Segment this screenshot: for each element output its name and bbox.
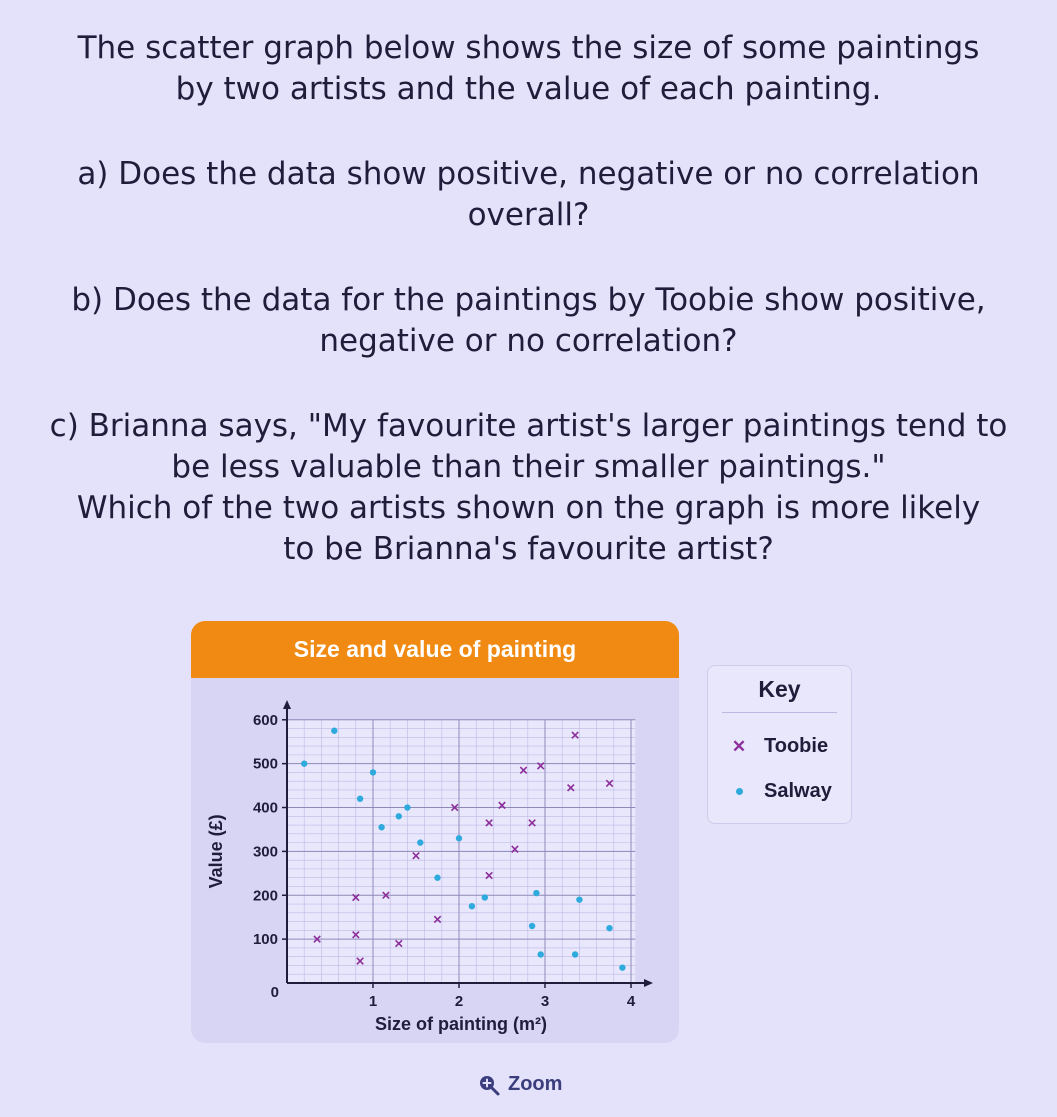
scatter-chart-card <box>191 621 679 1043</box>
salway-point <box>572 951 578 957</box>
question-c <box>0 406 1057 570</box>
salway-point <box>529 923 535 929</box>
question-intro <box>0 28 1057 110</box>
salway-point <box>576 896 582 902</box>
salway-point <box>417 839 423 845</box>
salway-point <box>606 925 612 931</box>
dot-marker-icon <box>736 788 743 795</box>
y-tick-label: 400 <box>252 799 278 817</box>
y-tick-label: 200 <box>252 887 278 905</box>
intro-line: The scatter graph below shows the size of some paintings <box>77 30 980 66</box>
x-tick-label: 1 <box>368 993 378 1010</box>
x-tick-label: 3 <box>540 993 550 1010</box>
chart-key <box>707 665 852 824</box>
origin-label: 0 <box>270 984 279 1001</box>
key-item-toobie <box>730 735 828 758</box>
y-axis-arrow <box>283 700 291 709</box>
salway-point <box>396 813 402 819</box>
key-item-salway <box>730 780 832 803</box>
question-b-line: b) Does the data for the paintings by Toobie show positive, <box>71 282 986 318</box>
zoom-in-icon <box>478 1074 500 1096</box>
x-axis-arrow <box>644 979 653 987</box>
question-c-line: be less valuable than their smaller paintings." <box>171 449 886 485</box>
scatter-chart <box>191 678 679 1043</box>
salway-point <box>378 824 384 830</box>
salway-point <box>434 875 440 881</box>
question-c-line: c) Brianna says, "My favourite artist's larger paintings tend to <box>49 408 1008 444</box>
salway-point <box>456 835 462 841</box>
zoom-button[interactable] <box>478 1073 562 1096</box>
y-tick-label: 100 <box>252 931 278 949</box>
salway-point <box>469 903 475 909</box>
salway-point <box>357 796 363 802</box>
y-tick-label: 300 <box>252 843 278 861</box>
x-tick-label: 2 <box>454 993 464 1010</box>
salway-point <box>331 728 337 734</box>
y-tick-label: 600 <box>252 711 278 729</box>
question-a-line: overall? <box>467 197 590 233</box>
question-a <box>0 154 1057 236</box>
salway-point <box>404 804 410 810</box>
question-b-line: negative or no correlation? <box>319 323 738 359</box>
y-tick-label: 500 <box>252 755 278 773</box>
salway-point <box>538 951 544 957</box>
salway-point <box>370 769 376 775</box>
salway-point <box>533 890 539 896</box>
salway-point <box>619 964 625 970</box>
key-label-toobie: Toobie <box>764 735 829 757</box>
x-tick-label: 4 <box>626 993 636 1010</box>
x-axis-label: Size of painting (m²) <box>375 1014 547 1034</box>
y-axis-label: Value (£) <box>206 814 226 889</box>
intro-line: by two artists and the value of each painting. <box>175 71 882 107</box>
key-title: Key <box>758 676 801 702</box>
question-c-line: to be Brianna's favourite artist? <box>283 531 774 567</box>
key-divider <box>722 712 837 713</box>
salway-point <box>482 894 488 900</box>
question-a-line: a) Does the data show positive, negative or no correlation <box>77 156 980 192</box>
salway-point <box>301 760 307 766</box>
question-c-line: Which of the two artists shown on the graph is more likely <box>76 490 981 526</box>
cross-marker-icon: ✕ <box>731 736 747 756</box>
question-b <box>0 280 1057 362</box>
key-label-salway: Salway <box>764 780 832 802</box>
zoom-label: Zoom <box>508 1073 563 1095</box>
chart-title: Size and value of painting <box>191 621 679 678</box>
